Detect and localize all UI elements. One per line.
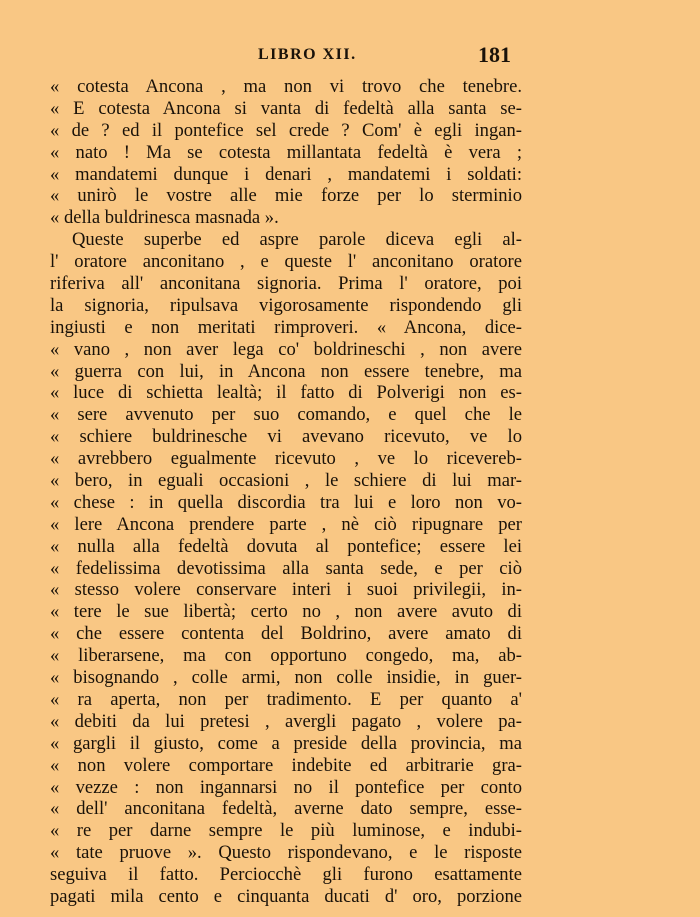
text-line: riferiva all' anconitana signoria. Prima l' oratore, poi bbox=[50, 273, 522, 295]
text-line: « chese : in quella discordia tra lui e loro non vo- bbox=[50, 491, 522, 513]
text-line: « debiti da lui pretesi , avergli pagato , volere pa- bbox=[50, 710, 522, 732]
text-line: « sere avvenuto per suo comando, e quel che le bbox=[50, 404, 522, 426]
text-line: « fedelissima devotissima alla santa sede, e per ciò bbox=[50, 557, 522, 579]
text-line: « tate pruove ». Questo rispondevano, e le risposte bbox=[50, 842, 522, 864]
text-line: « della buldrinesca masnada ». bbox=[50, 207, 279, 229]
text-line: « non volere comportare indebite ed arbitrarie gra- bbox=[50, 754, 522, 776]
text-line: « stesso volere conservare interi i suoi privilegii, in- bbox=[50, 579, 522, 601]
text-line: « vezze : non ingannarsi no il pontefice per conto bbox=[50, 776, 522, 798]
text-line: « E cotesta Ancona si vanta di fedeltà alla santa se- bbox=[50, 97, 522, 119]
text-line: « bisognando , colle armi, non colle insidie, in guer- bbox=[50, 667, 522, 689]
text-line: « re per darne sempre le più luminose, e indubi- bbox=[50, 820, 522, 842]
text-line: « nato ! Ma se cotesta millantata fedeltà è vera ; bbox=[50, 141, 522, 163]
text-line: « luce di schietta lealtà; il fatto di Polverigi non es- bbox=[50, 382, 522, 404]
text-line: « unirò le vostre alle mie forze per lo sterminio bbox=[50, 185, 522, 207]
text-line: « che essere contenta del Boldrino, avere amato di bbox=[50, 623, 522, 645]
text-line: « guerra con lui, in Ancona non essere tenebre, ma bbox=[50, 360, 522, 382]
text-line: « schiere buldrinesche vi avevano ricevuto, ve lo bbox=[50, 426, 522, 448]
text-line: l' oratore anconitano , e queste l' anconitano oratore bbox=[50, 251, 522, 273]
text-line: la signoria, ripulsava vigorosamente rispondendo gli bbox=[50, 294, 522, 316]
text-line: « avrebbero egualmente ricevuto , ve lo ricevereb- bbox=[50, 448, 522, 470]
text-line: « gargli il giusto, come a preside della provincia, ma bbox=[50, 732, 522, 754]
running-head: LIBRO XII. bbox=[258, 46, 357, 63]
text-line: « liberarsene, ma con opportuno congedo, ma, ab- bbox=[50, 645, 522, 667]
text-line: « vano , non aver lega co' boldrineschi , non avere bbox=[50, 338, 522, 360]
text-line: « mandatemi dunque i denari , mandatemi i soldati: bbox=[50, 163, 522, 185]
body-text bbox=[50, 76, 522, 908]
text-line: pagati mila cento e cinquanta ducati d' oro, porzione bbox=[50, 885, 522, 907]
text-line: « de ? ed il pontefice sel crede ? Com' è egli ingan- bbox=[50, 119, 522, 141]
text-line: Queste superbe ed aspre parole diceva egli al- bbox=[72, 229, 522, 251]
text-line: « nulla alla fedeltà dovuta al pontefice; essere lei bbox=[50, 535, 522, 557]
page-header bbox=[0, 42, 700, 70]
text-line: « ra aperta, non per tradimento. E per quanto a' bbox=[50, 688, 522, 710]
text-line: « lere Ancona prendere parte , nè ciò ripugnare per bbox=[50, 513, 522, 535]
text-line: « dell' anconitana fedeltà, averne dato sempre, esse- bbox=[50, 798, 522, 820]
text-line: « tere le sue libertà; certo no , non avere avuto di bbox=[50, 601, 522, 623]
text-line: ingiusti e non meritati rimproveri. « Ancona, dice- bbox=[50, 316, 522, 338]
text-line: « bero, in eguali occasioni , le schiere di lui mar- bbox=[50, 470, 522, 492]
text-line: « cotesta Ancona , ma non vi trovo che tenebre. bbox=[50, 76, 522, 97]
text-line: seguiva il fatto. Perciocchè gli furono esattamente bbox=[50, 864, 522, 886]
page-number: 181 bbox=[478, 42, 511, 67]
